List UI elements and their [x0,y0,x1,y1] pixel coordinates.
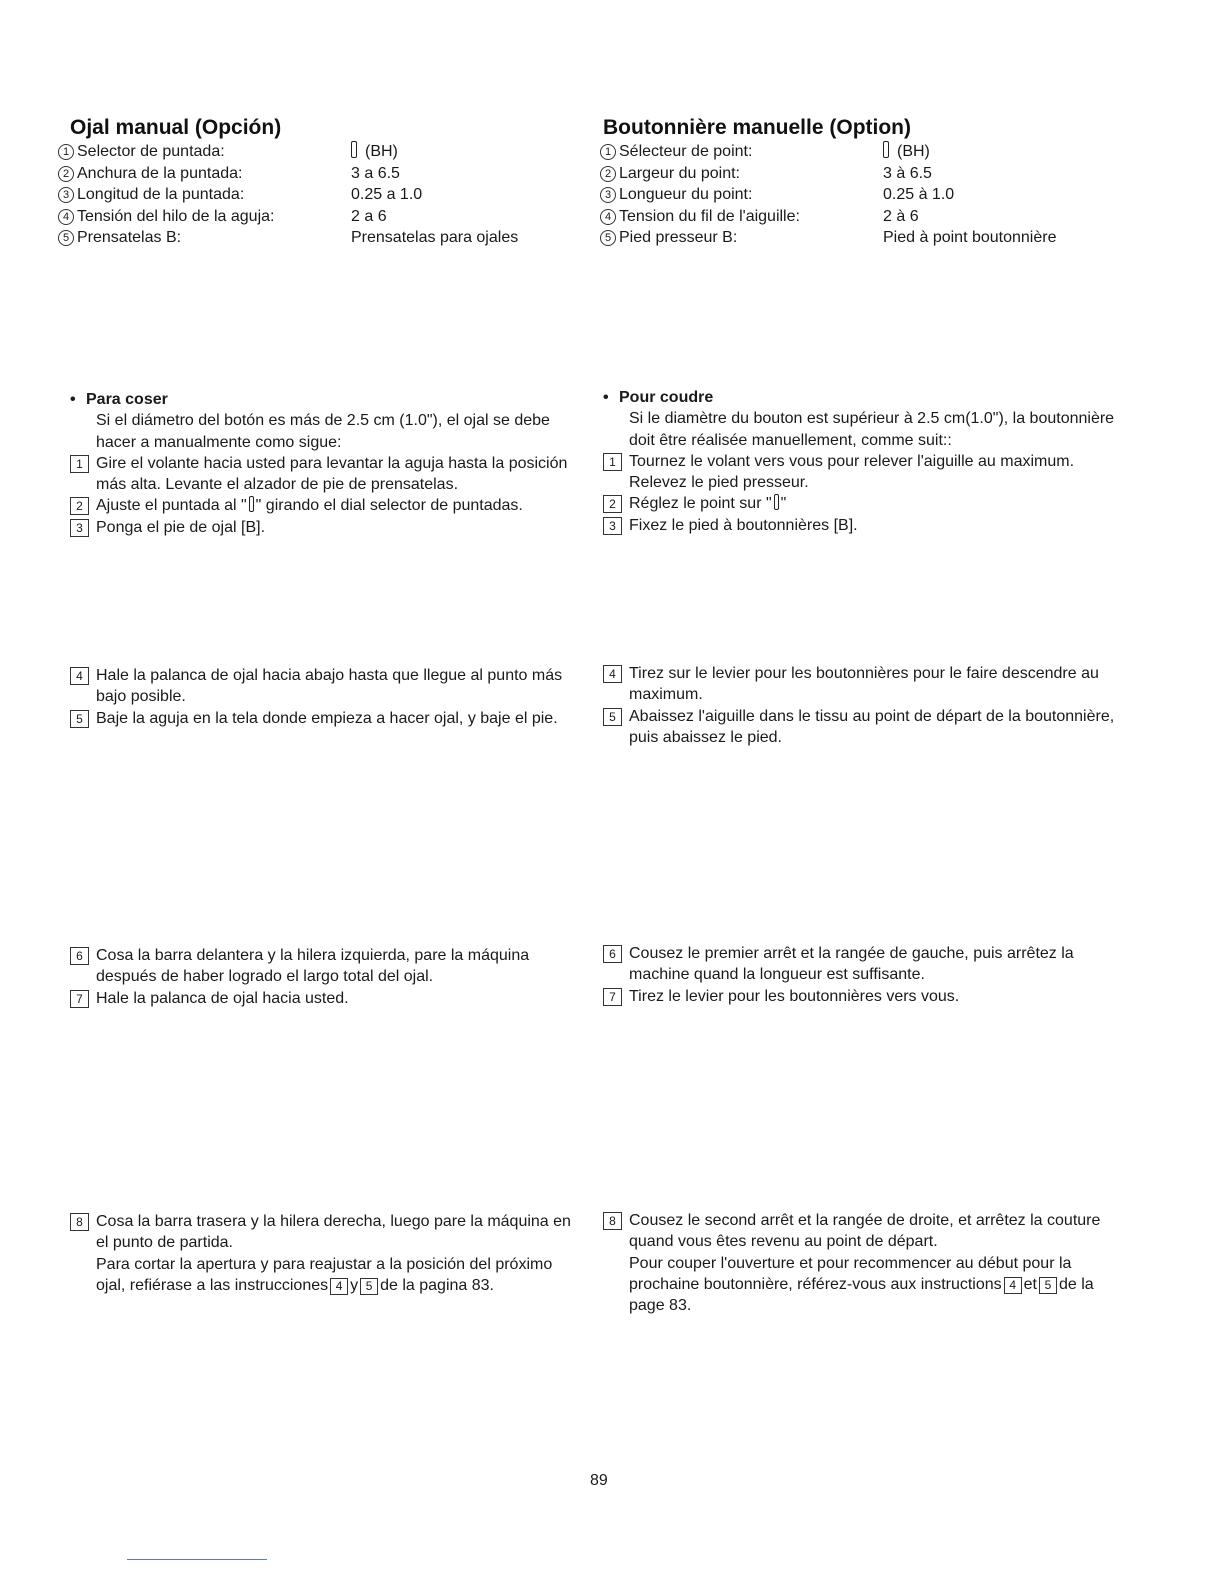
spanish-setting-row [58,227,578,249]
spanish-sewing-heading: • Para coser [70,391,168,408]
setting-label: Selector de puntada: [77,143,225,160]
setting-value: 2 a 6 [351,207,387,225]
french-setting-row [600,141,1160,163]
french-step-8: 8 Cousez le second arrêt et la rangée de droite, et arrêtez la couture quand vous êtes revenu au point de départ. [603,1210,1118,1253]
french-setting-row [600,163,1160,185]
french-step-2: 2 Réglez le point sur " " [603,493,1128,514]
step-number-box: 5 [70,710,89,728]
french-title: Boutonnière manuelle (Option) [603,116,911,139]
circled-number: 2 [600,166,616,182]
french-sewing-heading: • Pour coudre [603,389,714,406]
spanish-step-8-note: Para cortar la apertura y para reajustar a la posición del próximo ojal, refiérase a las instrucciones 4 y 5 de la pagina 83. [96,1255,553,1294]
french-intro: Si le diamètre du bouton est supérieur à 2.5 cm(1.0"), la boutonnière doit être réalisée manuellement, comme suit:: [629,410,1115,449]
spanish-block-2 [70,665,580,729]
buttonhole-stitch-icon [883,141,889,158]
step-reference-box: 4 [1004,1277,1022,1294]
spanish-sewing-block [70,389,585,538]
spanish-setting-row [58,206,578,228]
french-block-3 [603,943,1113,1007]
spanish-block-3 [70,945,582,1009]
spanish-step-8: 8 Cosa la barra trasera y la hilera derecha, luego pare la máquina en el punto de partida. [70,1211,585,1254]
spanish-setting-row [58,163,578,185]
circled-number: 3 [58,187,74,203]
circled-number: 3 [600,187,616,203]
french-step-1: 1 Tournez le volant vers vous pour relever l'aiguille au maximum. Relevez le pied presseur. [603,451,1128,494]
step-reference-box: 5 [360,1278,378,1295]
step-number-box: 6 [70,947,89,965]
setting-value: Prensatelas para ojales [351,229,519,246]
step-number-box: 4 [70,667,89,685]
setting-value: 3 a 6.5 [351,164,400,182]
spanish-intro: Si el diámetro del botón es más de 2.5 cm (1.0"), el ojal se debe hacer a manualmente como sigue: [96,412,550,451]
french-step-8-note: Pour couper l'ouverture et pour recommencer au début pour la prochaine boutonnière, référez-vous aux instructions 4 et 5 de la page 83. [629,1254,1094,1315]
spanish-step-7: 7 Hale la palanca de ojal hacia usted. [70,988,582,1009]
spanish-step-5: 5 Baje la aguja en la tela donde empieza a hacer ojal, y baje el pie. [70,708,580,729]
setting-label: Prensatelas B: [77,229,182,246]
setting-value: 3 à 6.5 [883,164,932,182]
french-settings-list [600,141,1160,249]
step-number-box: 3 [70,519,89,537]
step-number-box: 7 [70,990,89,1008]
buttonhole-stitch-icon [249,496,254,512]
french-step-6: 6 Cousez le premier arrêt et la rangée de gauche, puis arrêtez la machine quand la longueur est suffisante. [603,943,1113,986]
footer-rule [127,1559,267,1560]
circled-number: 2 [58,166,74,182]
step-number-box: 4 [603,665,622,683]
circled-number: 5 [58,230,74,246]
step-number-box: 2 [603,495,622,513]
spanish-step-6: 6 Cosa la barra delantera y la hilera izquierda, pare la máquina después de haber logrado el largo total del ojal. [70,945,582,988]
step-number-box: 1 [603,453,622,471]
french-block-4 [603,1210,1118,1316]
step-number-box: 7 [603,988,622,1006]
spanish-title: Ojal manual (Opción) [70,116,282,139]
french-step-7: 7 Tirez le levier pour les boutonnières vers vous. [603,986,1113,1007]
french-block-2 [603,663,1128,748]
setting-value: (BH) [351,141,398,163]
step-number-box: 6 [603,945,622,963]
french-step-4: 4 Tirez sur le levier pour les boutonnières pour le faire descendre au maximum. [603,663,1128,706]
step-number-box: 8 [603,1212,622,1230]
spanish-step-4: 4 Hale la palanca de ojal hacia abajo hasta que llegue al punto más bajo posible. [70,665,580,708]
setting-label: Largeur du point: [619,164,740,182]
circled-number: 1 [58,144,74,160]
french-setting-row [600,227,1160,249]
circled-number: 1 [600,144,616,160]
setting-label: Longitud de la puntada: [77,186,245,203]
setting-value: 0.25 à 1.0 [883,186,955,203]
french-step-5: 5 Abaissez l'aiguille dans le tissu au point de départ de la boutonnière, puis abaissez le pied. [603,706,1128,749]
buttonhole-stitch-icon [351,141,357,158]
french-setting-row [600,184,1160,206]
setting-value: 0.25 a 1.0 [351,186,423,203]
step-number-box: 2 [70,497,89,515]
setting-value: Pied à point boutonnière [883,229,1057,246]
step-number-box: 8 [70,1213,89,1231]
setting-label: Sélecteur de point: [619,143,753,160]
circled-number: 4 [600,209,616,225]
spanish-step-3: 3 Ponga el pie de ojal [B]. [70,517,585,538]
buttonhole-stitch-icon [774,494,779,510]
step-number-box: 5 [603,708,622,726]
spanish-setting-row [58,184,578,206]
setting-value: 2 à 6 [883,207,919,225]
setting-label: Tension du fil de l'aiguille: [619,207,800,225]
step-reference-box: 5 [1039,1277,1057,1294]
setting-label: Longueur du point: [619,186,753,203]
french-setting-row [600,206,1160,228]
page-number: 89 [590,1472,608,1489]
setting-label: Tensión del hilo de la aguja: [77,207,275,225]
circled-number: 5 [600,230,616,246]
spanish-step-2: 2 Ajuste el puntada al " " girando el dial selector de puntadas. [70,495,585,516]
setting-label: Anchura de la puntada: [77,164,243,182]
spanish-settings-list [58,141,578,249]
spanish-setting-row [58,141,578,163]
spanish-step-1: 1 Gire el volante hacia usted para levantar la aguja hasta la posición más alta. Levante el alzador de pie de prensatelas. [70,453,585,496]
circled-number: 4 [58,209,74,225]
french-sewing-block [603,387,1128,536]
setting-label: Pied presseur B: [619,229,738,246]
step-reference-box: 4 [330,1278,348,1295]
step-number-box: 1 [70,455,89,473]
french-step-3: 3 Fixez le pied à boutonnières [B]. [603,515,1128,536]
setting-value: (BH) [883,141,930,163]
spanish-block-4 [70,1211,585,1296]
step-number-box: 3 [603,517,622,535]
